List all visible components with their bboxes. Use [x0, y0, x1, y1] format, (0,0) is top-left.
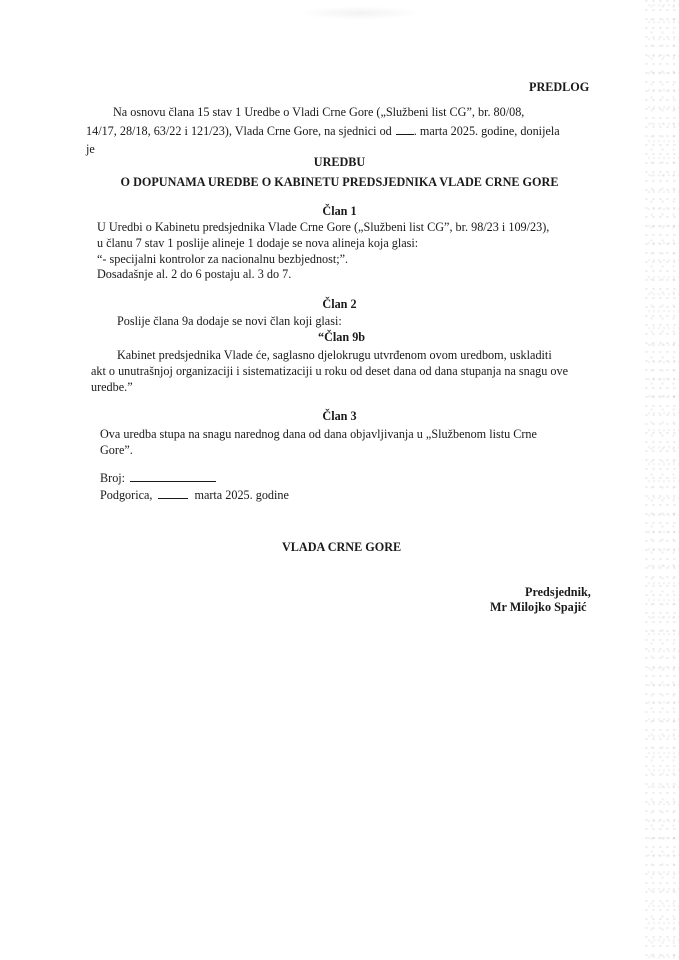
article-1-line-2: u članu 7 stav 1 poslije alineje 1 dodaje se nova alineja koja glasi:	[97, 236, 419, 250]
broj-blank	[130, 470, 216, 482]
article-1-line-4: Dosadašnje al. 2 do 6 postaju al. 3 do 7.	[97, 267, 292, 281]
preamble-line-3: je	[86, 142, 95, 156]
article-3-heading: Član 3	[322, 409, 357, 423]
document-subtitle: O DOPUNAMA UREDBE O KABINETU PREDSJEDNIKA VLADE CRNE GORE	[120, 175, 559, 189]
article-2-line-1: Poslije člana 9a dodaje se novi član koji glasi:	[117, 314, 342, 328]
preamble-line-2-end: . marta 2025. godine, donijela	[413, 124, 560, 138]
article-1-heading: Član 1	[322, 204, 357, 218]
article-2-line-2: Kabinet predsjednika Vlade će, saglasno djelokrugu utvrđenom ovom uredbom, uskladiti	[117, 348, 552, 362]
date-blank	[396, 123, 414, 135]
place-prefix: Podgorica,	[100, 488, 153, 502]
place-date-line	[100, 487, 289, 502]
article-3-line-2: Gore”.	[100, 443, 133, 457]
broj-line	[100, 470, 216, 485]
predlog-label: PREDLOG	[529, 80, 590, 94]
signer-name: Mr Milojko Spajić	[490, 600, 587, 614]
article-3-line-1: Ova uredba stupa na snagu narednog dana od dana objavljivanja u „Službenom listu Crne	[100, 427, 537, 441]
article-2-line-3: akt o unutrašnjoj organizaciji i sistematizaciji u roku od deset dana od dana stupanja na snagu ove	[91, 364, 568, 378]
article-2-heading: Član 2	[322, 297, 357, 311]
day-blank	[158, 487, 188, 499]
document-title: UREDBU	[313, 155, 366, 169]
scan-noise	[645, 0, 679, 960]
government-name: VLADA CRNE GORE	[282, 540, 402, 554]
preamble-line-1: Na osnovu člana 15 stav 1 Uredbe o Vladi Crne Gore („Službeni list CG”, br. 80/08,	[113, 105, 525, 119]
article-2-line-4: uredbe.”	[91, 380, 133, 394]
article-1-line-3: “- specijalni kontrolor za nacionalnu bezbjednost;”.	[97, 252, 349, 266]
broj-label: Broj:	[100, 471, 126, 485]
scan-smudge	[300, 6, 420, 20]
place-suffix: marta 2025. godine	[194, 488, 289, 502]
preamble-line-2	[86, 123, 560, 138]
signer-title: Predsjednik,	[525, 585, 591, 599]
preamble-line-2-start: 14/17, 28/18, 63/22 i 121/23), Vlada Crne Gore, na sjednici od	[86, 124, 392, 138]
article-9b-heading: “Član 9b	[318, 330, 366, 344]
article-1-line-1: U Uredbi o Kabinetu predsjednika Vlade Crne Gore („Službeni list CG”, br. 98/23 i 109/23),	[97, 220, 550, 234]
